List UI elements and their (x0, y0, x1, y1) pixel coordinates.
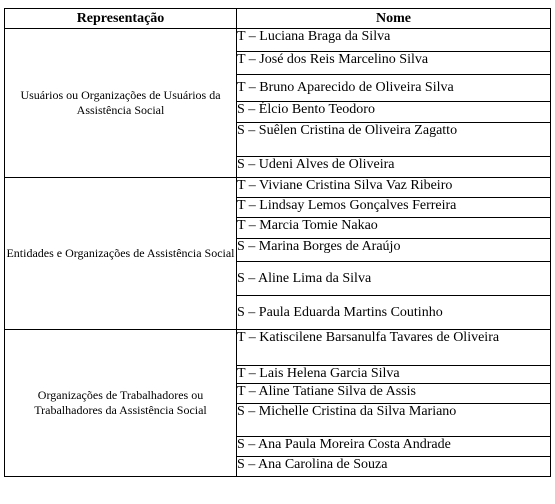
table-row (5, 330, 551, 366)
member-name: T – Katiscilene Barsanulfa Tavares de Oliveira (237, 330, 551, 366)
member-name: T – Aline Tatiane Silva de Assis (237, 384, 551, 404)
header-nome: Nome (237, 9, 551, 29)
member-name: T – Marcia Tomie Nakao (237, 218, 551, 239)
member-name: S – Michelle Cristina da Silva Mariano (237, 404, 551, 437)
member-name: S – Ana Carolina de Souza (237, 457, 551, 477)
table-row (5, 29, 551, 52)
table-row (5, 178, 551, 198)
council-members-table (4, 8, 551, 477)
member-name: T – Viviane Cristina Silva Vaz Ribeiro (237, 178, 551, 198)
group-label: Usuários ou Organizações de Usuários da Assistência Social (5, 29, 237, 178)
member-name: S – Marina Borges de Araújo (237, 239, 551, 262)
member-name: S – Aline Lima da Silva (237, 262, 551, 296)
member-name: T – José dos Reis Marcelino Silva (237, 52, 551, 75)
group-label: Entidades e Organizações de Assistência Social (5, 178, 237, 330)
header-row (5, 9, 551, 29)
header-representacao: Representação (5, 9, 237, 29)
group-label: Organizações de Trabalhadores ou Trabalhadores da Assistência Social (5, 330, 237, 477)
member-name: S – Udeni Alves de Oliveira (237, 157, 551, 178)
member-name: S – Suêlen Cristina de Oliveira Zagatto (237, 123, 551, 157)
member-name: T – Luciana Braga da Silva (237, 29, 551, 52)
member-name: S – Ana Paula Moreira Costa Andrade (237, 437, 551, 457)
member-name: T – Lindsay Lemos Gonçalves Ferreira (237, 198, 551, 218)
member-name: S – Paula Eduarda Martins Coutinho (237, 296, 551, 330)
member-name: T – Bruno Aparecido de Oliveira Silva (237, 75, 551, 102)
member-name: T – Lais Helena Garcia Silva (237, 366, 551, 384)
member-name: S – Élcio Bento Teodoro (237, 102, 551, 123)
